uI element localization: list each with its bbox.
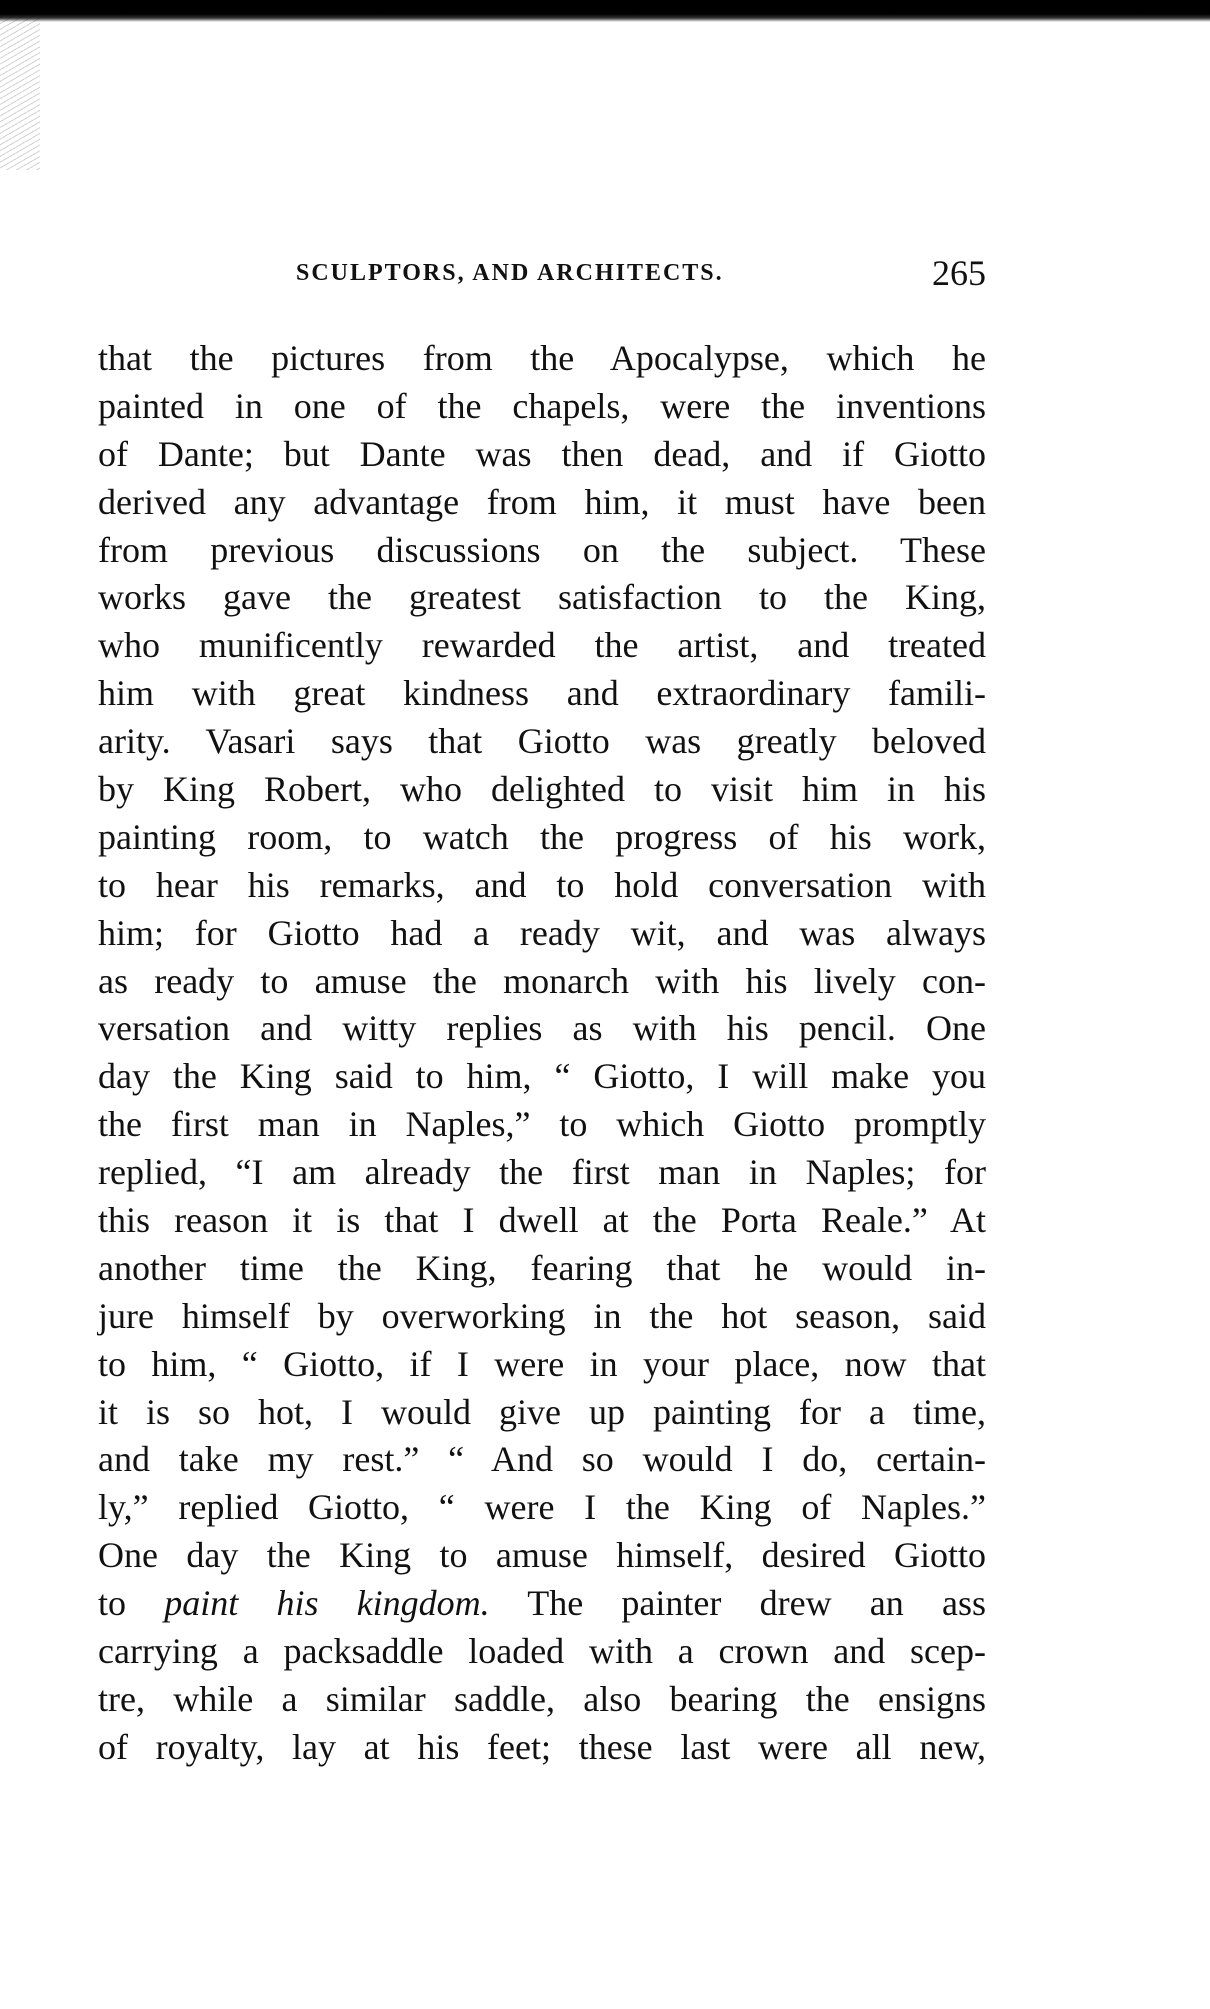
text-line: tre, while a similar saddle, also bearing the ensigns — [98, 1678, 986, 1719]
text-line: versation and witty replies as with his pencil. One — [98, 1008, 986, 1049]
text-line: jure himself by overworking in the hot season, said — [98, 1295, 986, 1336]
text-line: him with great kindness and extraordinary famili- — [98, 673, 986, 714]
text-line: it is so hot, I would give up painting for a time, — [98, 1391, 986, 1432]
text-line-with-italic — [98, 1580, 986, 1628]
text-line: by King Robert, who delighted to visit him in his — [98, 769, 986, 810]
text-line: works gave the greatest satisfaction to the King, — [98, 577, 986, 618]
text-line: another time the King, fearing that he would in- — [98, 1247, 986, 1288]
text-line: ly,” replied Giotto, “ were I the King of Naples.” — [98, 1487, 986, 1528]
page-header — [98, 252, 986, 302]
text-line: this reason it is that I dwell at the Porta Reale.” At — [98, 1200, 986, 1241]
text-line: who munificently rewarded the artist, and treated — [98, 625, 986, 666]
running-title: SCULPTORS, AND ARCHITECTS. — [296, 260, 724, 286]
text-line: One day the King to amuse himself, desired Giotto — [98, 1535, 986, 1576]
line-prefix: to — [98, 1583, 165, 1624]
text-line: carrying a packsaddle loaded with a crown and scep- — [98, 1631, 986, 1672]
text-line: from previous discussions on the subject. These — [98, 529, 986, 570]
text-line: arity. Vasari says that Giotto was greatly beloved — [98, 721, 986, 762]
text-line: painting room, to watch the progress of his work, — [98, 816, 986, 857]
text-line: derived any advantage from him, it must have been — [98, 481, 986, 522]
page-top-edge — [0, 0, 1210, 22]
text-line: replied, “I am already the first man in Naples; for — [98, 1152, 986, 1193]
body-text — [98, 335, 986, 1772]
text-line: the first man in Naples,” to which Giotto promptly — [98, 1104, 986, 1145]
text-line: to hear his remarks, and to hold conversation with — [98, 864, 986, 905]
text-line: him; for Giotto had a ready wit, and was always — [98, 912, 986, 953]
text-line: day the King said to him, “ Giotto, I will make you — [98, 1056, 986, 1097]
text-line: painted in one of the chapels, were the inventions — [98, 385, 986, 426]
page-number: 265 — [932, 253, 986, 293]
italic-phrase: paint his kingdom. — [164, 1583, 490, 1624]
text-line: of royalty, lay at his feet; these last were all new, — [98, 1726, 986, 1767]
text-line: as ready to amuse the monarch with his lively con- — [98, 960, 986, 1001]
text-line: and take my rest.” “ And so would I do, certain- — [98, 1439, 986, 1480]
text-line: that the pictures from the Apocalypse, which he — [98, 338, 986, 378]
page-corner-speckle — [0, 0, 40, 170]
line-suffix: The painter drew an ass — [489, 1583, 986, 1624]
text-line: to him, “ Giotto, if I were in your place, now that — [98, 1343, 986, 1384]
text-line: of Dante; but Dante was then dead, and if Giotto — [98, 433, 986, 474]
